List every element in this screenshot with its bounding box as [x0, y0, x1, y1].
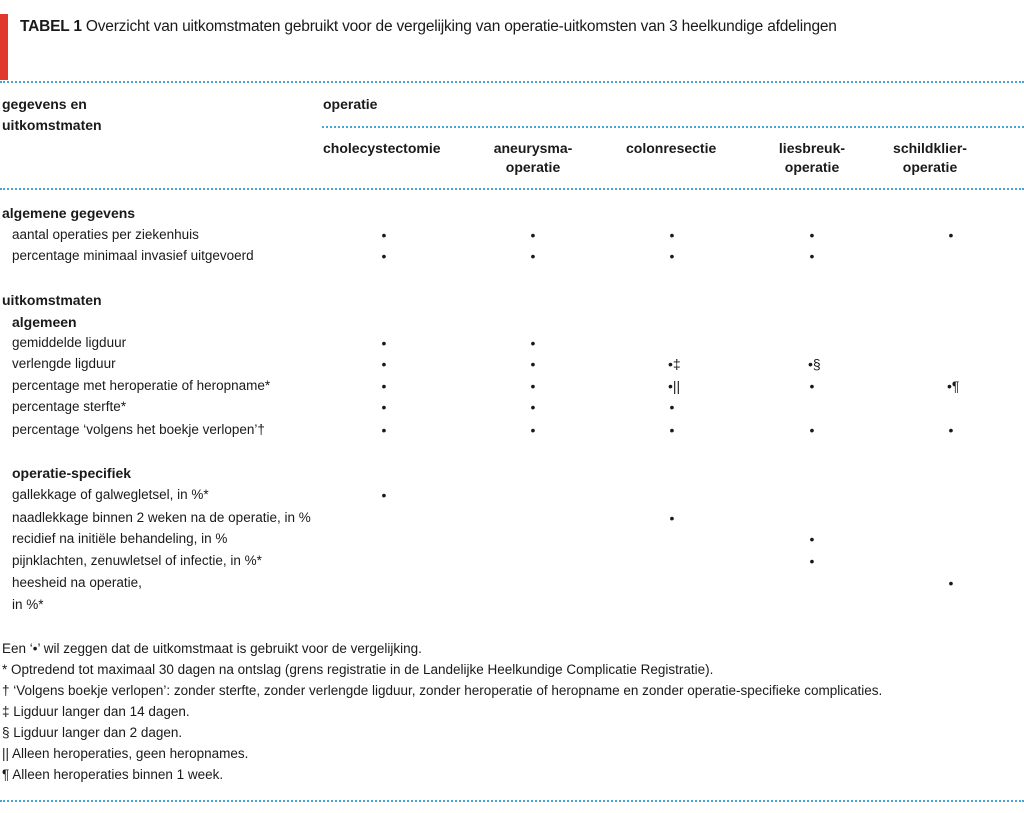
column-header-line: cholecystectomie: [323, 140, 441, 156]
operation-group-header: operatie: [323, 96, 378, 112]
usage-mark: •: [948, 227, 954, 243]
usage-mark: •: [809, 531, 815, 547]
usage-mark: •‡: [668, 356, 681, 372]
usage-mark: •: [381, 248, 387, 264]
usage-mark: •: [809, 553, 815, 569]
section-outcomes: uitkomstmaten: [2, 292, 102, 308]
usage-mark: •: [381, 378, 387, 394]
column-header-line: liesbreuk-: [778, 140, 846, 156]
usage-mark: •: [669, 227, 675, 243]
section-general: algemene gegevens: [2, 205, 136, 221]
title-accent-bar: [0, 14, 8, 80]
usage-mark: •: [381, 356, 387, 372]
column-header-cholecystectomie: [323, 139, 441, 158]
usage-mark: •: [381, 399, 387, 415]
group-rule: [322, 126, 1024, 128]
footnote: || Alleen heroperaties, geen heropnames.: [2, 746, 249, 761]
row-label: percentage minimaal invasief uitgevoerd: [12, 248, 254, 263]
table-caption: Overzicht van uitkomstmaten gebruikt voor de vergelijking van operatie-uitkomsten van 3 heelkundige afdelingen: [85, 18, 837, 35]
usage-mark: •: [530, 356, 536, 372]
column-header-line: aneurysma-: [493, 140, 573, 156]
usage-mark: •: [381, 422, 387, 438]
row-label: naadlekkage binnen 2 weken na de operatie, in %: [12, 510, 311, 525]
usage-mark: •: [530, 248, 536, 264]
row-header-line2: uitkomstmaten: [2, 117, 102, 133]
row-label: pijnklachten, zenuwletsel of infectie, in %*: [12, 553, 262, 568]
column-header-line: schildklier-: [893, 140, 967, 156]
column-header-line: operatie: [902, 159, 958, 175]
usage-mark: •: [530, 399, 536, 415]
table-title: [20, 18, 837, 36]
footnote: Een ‘•’ wil zeggen dat de uitkomstmaat is gebruikt voor de vergelijking.: [2, 641, 422, 656]
table-label: TABEL 1: [20, 18, 82, 35]
column-header-colonresectie: [626, 139, 716, 158]
row-label: percentage ‘volgens het boekje verlopen’†: [12, 422, 265, 437]
footnote: ‡ Ligduur langer dan 14 dagen.: [2, 704, 190, 719]
row-label: gallekkage of galwegletsel, in %*: [12, 487, 209, 502]
footnote: ¶ Alleen heroperaties binnen 1 week.: [2, 767, 224, 782]
usage-mark: •: [530, 335, 536, 351]
usage-mark: •: [809, 378, 815, 394]
usage-mark: •: [669, 422, 675, 438]
usage-mark: •||: [668, 378, 681, 394]
row-label: gemiddelde ligduur: [12, 335, 127, 350]
usage-mark: •: [530, 227, 536, 243]
usage-mark: •: [381, 227, 387, 243]
usage-mark: •: [669, 248, 675, 264]
footnote: † ‘Volgens boekje verlopen’: zonder sterfte, zonder verlengde ligduur, zonder heroperatie of heropname en zonder operatie-specifieke complicaties.: [2, 683, 883, 698]
column-header-line: operatie: [505, 159, 561, 175]
bottom-rule: [0, 800, 1024, 802]
row-label: aantal operaties per ziekenhuis: [12, 227, 199, 242]
usage-mark: •: [948, 422, 954, 438]
usage-mark: •: [530, 378, 536, 394]
section-outcomes-specific: operatie-specifiek: [12, 465, 132, 481]
row-label: recidief na initiële behandeling, in %: [12, 531, 228, 546]
row-label: verlengde ligduur: [12, 356, 116, 371]
section-outcomes-general: algemeen: [12, 314, 77, 330]
footnote: § Ligduur langer dan 2 dagen.: [2, 725, 183, 740]
row-header-line1: gegevens en: [2, 96, 87, 112]
usage-mark: •: [669, 510, 675, 526]
header-rule: [0, 188, 1024, 190]
top-rule: [0, 81, 1024, 83]
column-header-schildklier: [880, 139, 980, 177]
usage-mark: •: [809, 227, 815, 243]
row-label-continued: in %*: [12, 597, 44, 612]
usage-mark: •: [530, 422, 536, 438]
column-header-line: colonresectie: [626, 140, 717, 156]
row-label: heesheid na operatie,: [12, 575, 142, 590]
usage-mark: •¶: [947, 378, 960, 394]
usage-mark: •: [809, 248, 815, 264]
column-header-liesbreuk: [772, 139, 852, 177]
row-label: percentage sterfte*: [12, 399, 127, 414]
usage-mark: •§: [808, 356, 821, 372]
column-header-aneurysma: [493, 139, 573, 177]
usage-mark: •: [809, 422, 815, 438]
row-label: percentage met heroperatie of heropname*: [12, 378, 271, 393]
footnote: * Optredend tot maximaal 30 dagen na ontslag (grens registratie in de Landelijke Heelkundige Complicatie Registratie).: [2, 662, 714, 677]
usage-mark: •: [669, 399, 675, 415]
usage-mark: •: [381, 335, 387, 351]
column-header-line: operatie: [784, 159, 840, 175]
usage-mark: •: [948, 575, 954, 591]
usage-mark: •: [381, 487, 387, 503]
